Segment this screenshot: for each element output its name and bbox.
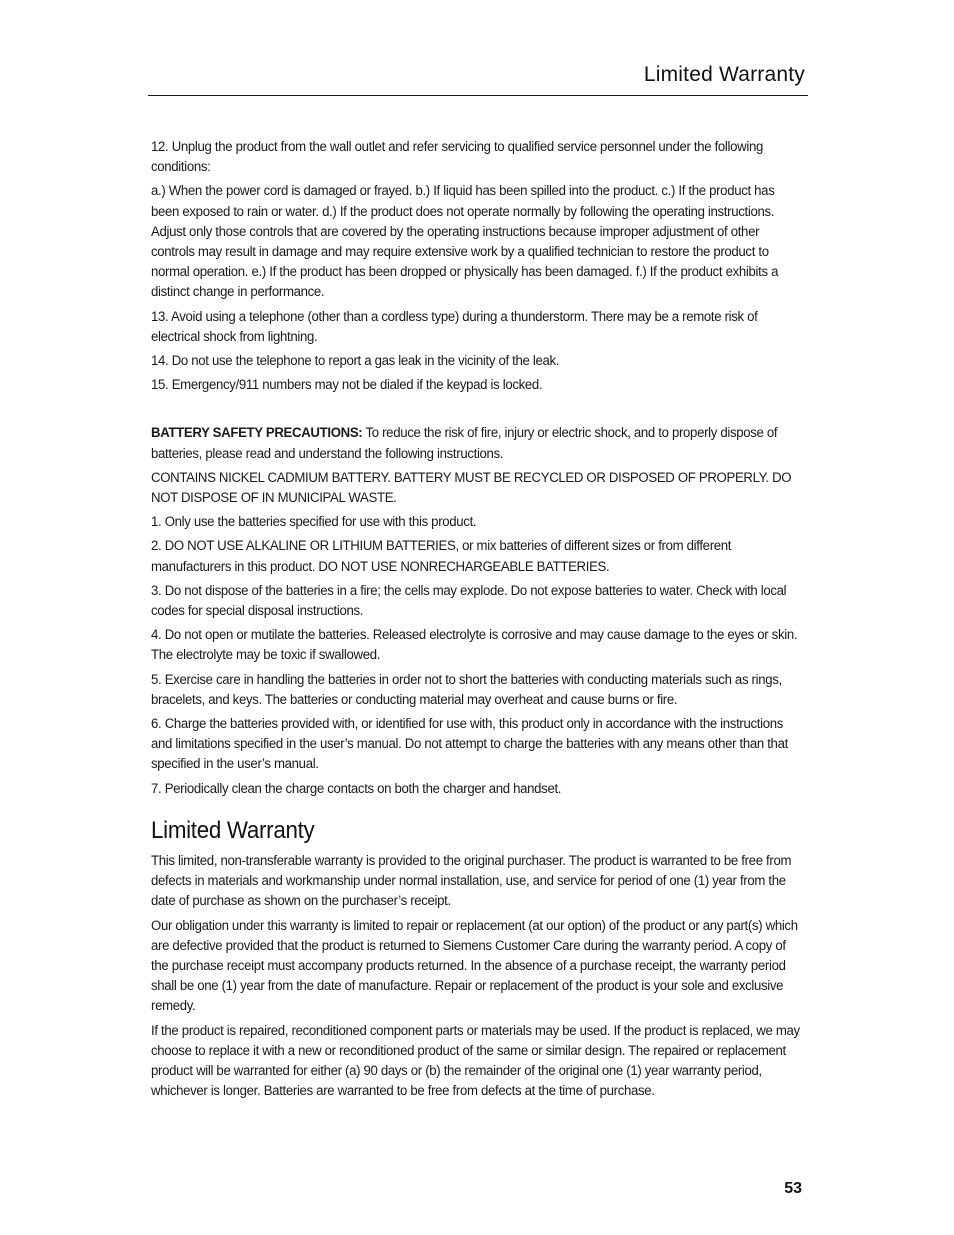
safety-item-12-conditions: a.) When the power cord is damaged or frayed. b.) If liquid has been spilled into the product. c.) If the product has been exposed to rain or water. d.) If the product does not operate normally by following the operating instructions. Adjust only those controls that are covered by the operating instructions because improper adjustment of other controls may result in damage and may require extensive work by a qualified technician to restore the product to normal operation. e.) If the product has been dropped or physically has been damaged. f.) If the product exhibits a distinct change in performance.	[151, 183, 779, 301]
battery-item-3: 3. Do not dispose of the batteries in a fire; the cells may explode. Do not expose batteries to water. Check with local codes for special disposal instructions.	[151, 582, 787, 620]
warranty-paragraph-1: This limited, non-transferable warranty is provided to the original purchaser. The product is warranted to be free from defects in materials and workmanship under normal installation, use, and service for period of one (1) year from the date of purchase as shown on the purchaser’s receipt.	[151, 852, 792, 910]
safety-item-13: 13. Avoid using a telephone (other than a cordless type) during a thunderstorm. There may be a remote risk of electrical shock from lightning.	[151, 308, 758, 345]
battery-contains-notice: CONTAINS NICKEL CADMIUM BATTERY. BATTERY MUST BE RECYCLED OR DISPOSED OF PROPERLY. DO NOT DISPOSE OF IN MUNICIPAL WASTE.	[151, 469, 792, 507]
battery-item-6: 6. Charge the batteries provided with, or identified for use with, this product only in accordance with the instructions and limitations specified in the user’s manual. Do not attempt to charge the batteries with any means other than that specified in the user’s manual.	[151, 716, 788, 773]
safety-item-12-intro: 12. Unplug the product from the wall outlet and refer servicing to qualified service personnel under the following conditions:	[151, 139, 763, 176]
warranty-section-title: Limited Warranty	[151, 816, 315, 844]
battery-item-4: 4. Do not open or mutilate the batteries. Released electrolyte is corrosive and may cause damage to the eyes or skin. The electrolyte may be toxic if swallowed.	[151, 627, 798, 664]
safety-item-15: 15. Emergency/911 numbers may not be dialed if the keypad is locked.	[151, 377, 543, 394]
warranty-paragraph-3: If the product is repaired, reconditioned component parts or materials may be used. If the product is replaced, we may choose to replace it with a new or reconditioned product of the same or similar design. The repaired or replacement product will be warranted for either (a) 90 days or (b) the remainder of the original one (1) year warranty period, whichever is longer. Batteries are warranted to be free from defects at the time of purchase.	[151, 1022, 800, 1100]
section-spacer	[151, 399, 805, 423]
battery-item-7: 7. Periodically clean the charge contacts on both the charger and handset.	[151, 780, 562, 797]
running-header	[148, 62, 808, 96]
page-content	[151, 137, 805, 1105]
running-header-title: Limited Warranty	[643, 63, 805, 86]
safety-item-14: 14. Do not use the telephone to report a gas leak in the vicinity of the leak.	[151, 353, 560, 370]
warranty-paragraph-2: Our obligation under this warranty is limited to repair or replacement (at our option) of the product or any part(s) which are defective provided that the product is returned to Siemens Customer Care during the warranty period. A copy of the purchase receipt must accompany products returned. In the absence of a purchase receipt, the warranty period shall be one (1) year from the date of manufacture. Repair or replacement of the product is your sole and exclusive remedy.	[151, 917, 798, 1015]
battery-item-1: 1. Only use the batteries specified for use with this product.	[151, 514, 477, 531]
battery-item-2: 2. DO NOT USE ALKALINE OR LITHIUM BATTERIES, or mix batteries of different sizes or from different manufacturers in this product. DO NOT USE NONRECHARGEABLE BATTERIES.	[151, 538, 732, 575]
battery-intro: To reduce the risk of fire, injury or electric shock, and to properly dispose of batteries, please read and understand the following instructions.	[151, 425, 778, 462]
page-number: 53	[784, 1180, 802, 1197]
battery-lead: BATTERY SAFETY PRECAUTIONS:	[151, 425, 363, 442]
battery-intro-paragraph	[151, 423, 805, 463]
battery-item-5: 5. Exercise care in handling the batteries in order not to short the batteries with conducting materials such as rings, bracelets, and keys. The batteries or conducting material may overheat and cause burns or fire.	[151, 671, 782, 708]
